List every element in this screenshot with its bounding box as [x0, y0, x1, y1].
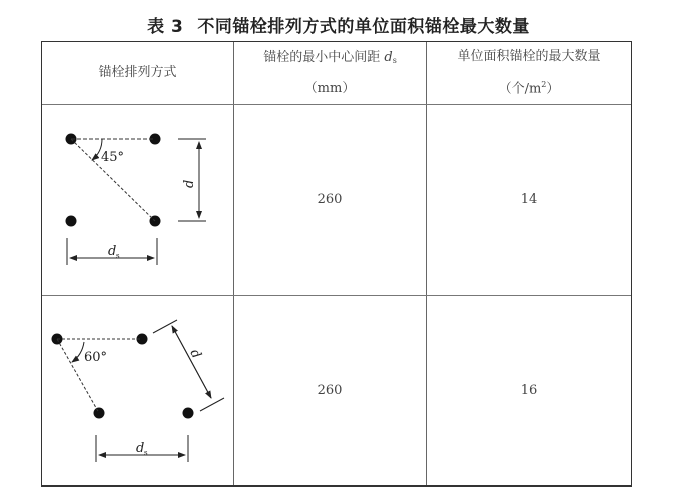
- cell-value: 260: [317, 192, 343, 207]
- anchor-dot: [183, 408, 194, 419]
- svg-text:45°: 45°: [101, 150, 125, 165]
- svg-text:d: d: [186, 346, 204, 362]
- svg-text:s: s: [144, 449, 148, 457]
- header-label: 单位面积锚栓的最大数量: [457, 48, 601, 64]
- cell-value: 16: [520, 383, 538, 398]
- header-unit: （个$/m^2$）: [498, 79, 560, 97]
- cell-value: 14: [520, 192, 538, 207]
- header-label: 锚栓的最小中心间距 $d_s$: [263, 49, 397, 65]
- cell-value: 260: [317, 383, 343, 398]
- header-unit: （mm）: [304, 80, 356, 96]
- svg-text:d: d: [182, 179, 197, 188]
- svg-text:s: s: [116, 252, 120, 260]
- table-number: 表 3: [147, 17, 184, 37]
- svg-text:60°: 60°: [84, 350, 108, 365]
- svg-text:d: d: [136, 441, 145, 456]
- header-label: 锚栓排列方式: [98, 65, 177, 80]
- svg-text:d: d: [108, 244, 117, 259]
- table-title: 不同锚栓排列方式的单位面积锚栓最大数量: [197, 17, 530, 37]
